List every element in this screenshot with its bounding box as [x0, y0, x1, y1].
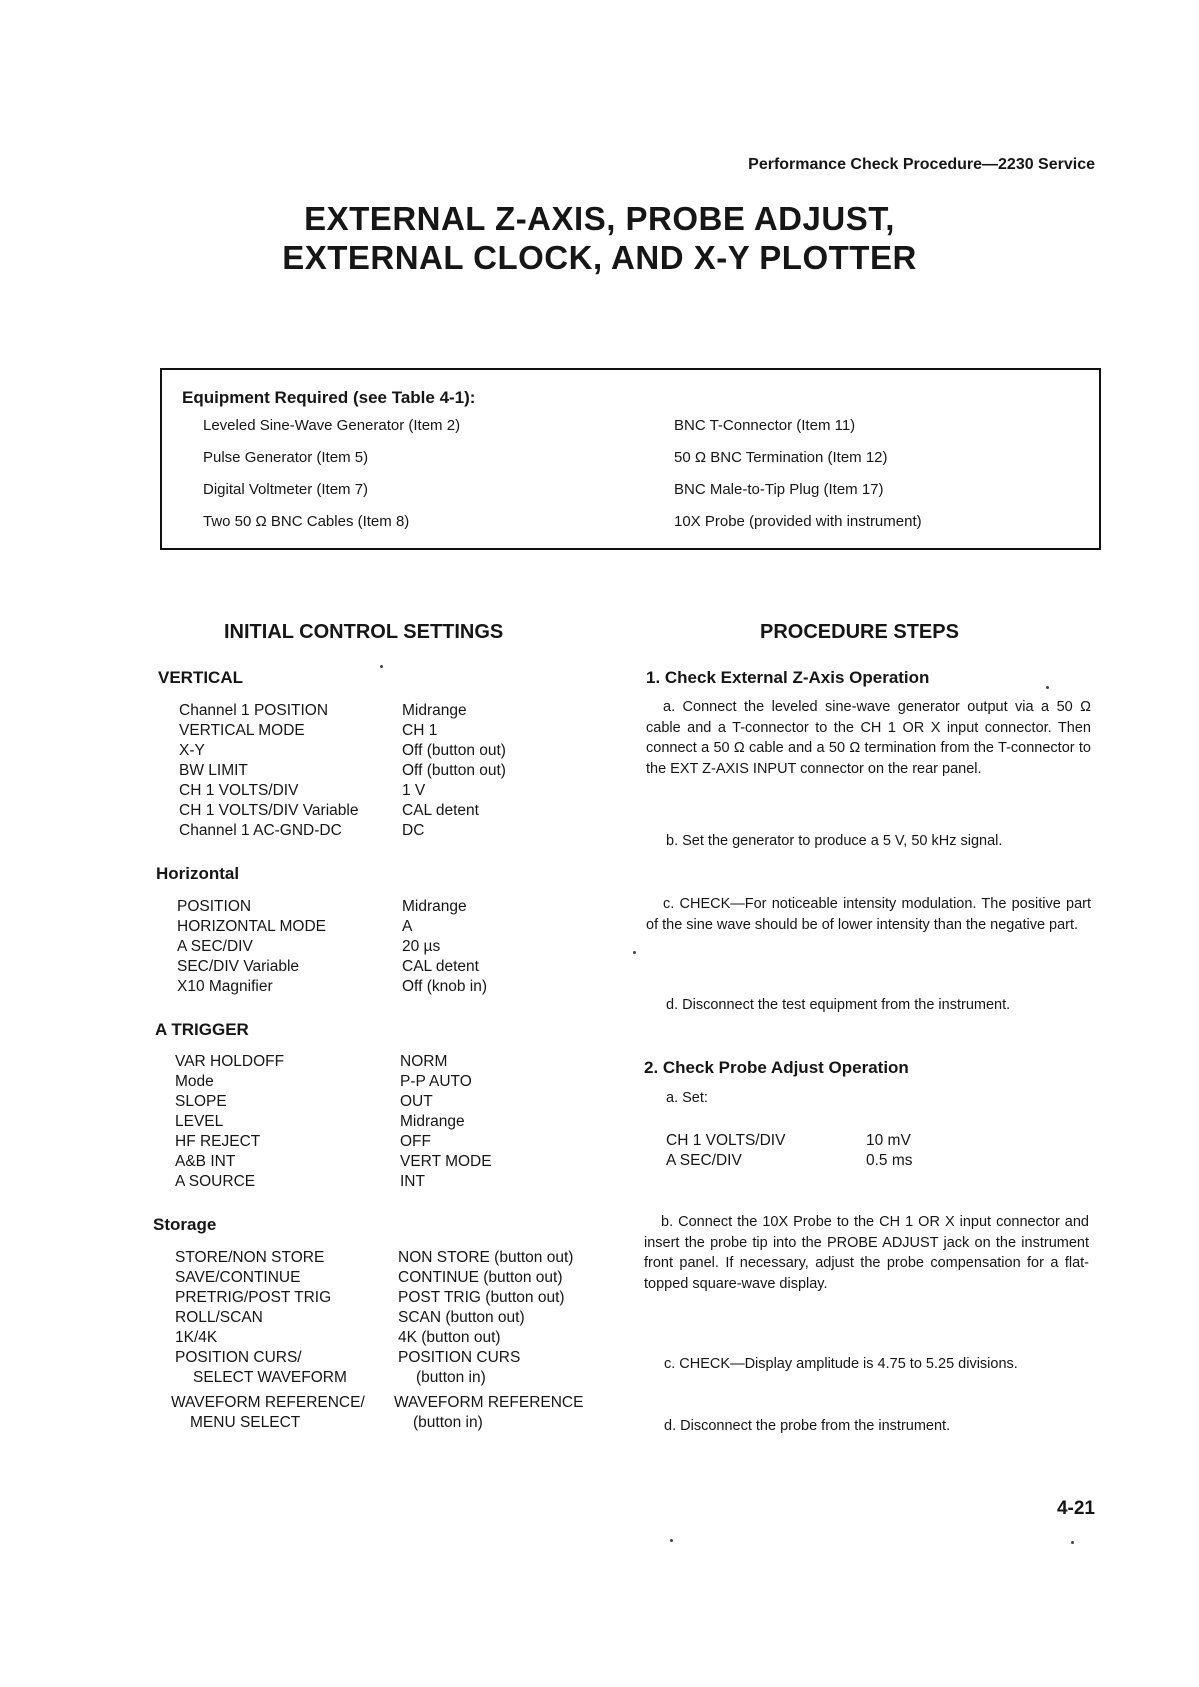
step-2c-text: c. CHECK—Display amplitude is 4.75 to 5.25 divisions. — [664, 1356, 1018, 1372]
scan-speck — [670, 1539, 673, 1542]
setting-value: VERT MODE — [400, 1153, 492, 1170]
step-2-setting-label: CH 1 VOLTS/DIV — [666, 1132, 786, 1149]
step-2d-text: d. Disconnect the probe from the instrument. — [664, 1418, 951, 1434]
setting-label: VERTICAL MODE — [179, 722, 305, 739]
equipment-item: 10X Probe (provided with instrument) — [674, 513, 922, 530]
setting-value: NON STORE (button out) — [398, 1249, 574, 1266]
page-title-line-2: EXTERNAL CLOCK, AND X-Y PLOTTER — [282, 239, 917, 276]
step-1c-text: c. CHECK—For noticeable intensity modulation. The positive part of the sine wave should be of lower intensity than the negative part. — [646, 896, 1091, 933]
setting-value: Midrange — [402, 898, 467, 915]
setting-value: CAL detent — [402, 802, 479, 819]
horizontal-heading: Horizontal — [156, 864, 240, 883]
setting-label: ROLL/SCAN — [175, 1309, 263, 1326]
setting-label: SEC/DIV Variable — [177, 958, 300, 975]
setting-label: X10 Magnifier — [177, 978, 273, 995]
setting-value: OUT — [400, 1093, 433, 1110]
step-2-heading: 2. Check Probe Adjust Operation — [644, 1058, 909, 1077]
equipment-item: Two 50 Ω BNC Cables (Item 8) — [203, 513, 410, 530]
setting-label: HF REJECT — [175, 1133, 261, 1150]
setting-value: (button in) — [413, 1414, 483, 1431]
setting-value: CH 1 — [402, 722, 438, 739]
a-trigger-heading: A TRIGGER — [155, 1020, 249, 1039]
setting-value: (button in) — [416, 1369, 486, 1386]
scan-speck — [380, 665, 383, 668]
setting-label: BW LIMIT — [179, 762, 248, 779]
setting-label: 1K/4K — [175, 1329, 218, 1346]
step-1-heading: 1. Check External Z-Axis Operation — [646, 668, 930, 687]
storage-heading: Storage — [153, 1215, 217, 1234]
setting-label: PRETRIG/POST TRIG — [175, 1289, 332, 1306]
setting-value: Off (button out) — [402, 762, 506, 779]
setting-value: CAL detent — [402, 958, 479, 975]
setting-value: 20 µs — [402, 938, 441, 955]
setting-label: HORIZONTAL MODE — [177, 918, 326, 935]
step-2-setting-value: 10 mV — [866, 1132, 911, 1149]
setting-label: A SEC/DIV — [177, 938, 253, 955]
setting-label: SAVE/CONTINUE — [175, 1269, 301, 1286]
page-title-line-1: EXTERNAL Z-AXIS, PROBE ADJUST, — [304, 200, 895, 237]
scan-speck — [633, 951, 636, 954]
setting-value: OFF — [400, 1133, 431, 1150]
setting-value: 1 V — [402, 782, 426, 799]
setting-value: CONTINUE (button out) — [398, 1269, 563, 1286]
setting-label: WAVEFORM REFERENCE/ — [171, 1394, 365, 1411]
setting-value: A — [402, 918, 413, 935]
setting-label: CH 1 VOLTS/DIV — [179, 782, 299, 799]
setting-value: P-P AUTO — [400, 1073, 472, 1090]
step-1d-text: d. Disconnect the test equipment from the instrument. — [666, 997, 1011, 1013]
setting-value: Midrange — [402, 702, 467, 719]
setting-label: SLOPE — [175, 1093, 227, 1110]
setting-value: Midrange — [400, 1113, 465, 1130]
equipment-item: BNC Male-to-Tip Plug (Item 17) — [674, 481, 884, 498]
step-2-setting-value: 0.5 ms — [866, 1152, 913, 1169]
equipment-item: Pulse Generator (Item 5) — [203, 449, 369, 466]
setting-value: INT — [400, 1173, 425, 1190]
procedure-heading: PROCEDURE STEPS — [760, 621, 959, 643]
setting-label: Mode — [175, 1073, 214, 1090]
setting-value: Off (knob in) — [402, 978, 488, 995]
page-number: 4-21 — [1056, 1498, 1095, 1519]
equipment-item: BNC T-Connector (Item 11) — [674, 417, 856, 434]
equipment-item: Digital Voltmeter (Item 7) — [203, 481, 369, 498]
setting-label: Channel 1 AC-GND-DC — [179, 822, 342, 839]
scan-speck — [1046, 686, 1049, 689]
initial-settings-heading: INITIAL CONTROL SETTINGS — [224, 621, 504, 643]
equipment-heading: Equipment Required (see Table 4-1): — [182, 388, 476, 407]
setting-value: 4K (button out) — [398, 1329, 501, 1346]
setting-label: POSITION CURS/ — [175, 1349, 302, 1366]
equipment-item: 50 Ω BNC Termination (Item 12) — [674, 449, 888, 466]
setting-label: A SOURCE — [175, 1173, 256, 1190]
setting-label: CH 1 VOLTS/DIV Variable — [179, 802, 359, 819]
equipment-item: Leveled Sine-Wave Generator (Item 2) — [203, 417, 461, 434]
setting-value: WAVEFORM REFERENCE — [394, 1394, 584, 1411]
step-2-setting-label: A SEC/DIV — [666, 1152, 742, 1169]
setting-label: STORE/NON STORE — [175, 1249, 325, 1266]
setting-value: NORM — [400, 1053, 448, 1070]
setting-value: POSITION CURS — [398, 1349, 521, 1366]
scan-speck — [1071, 1541, 1074, 1544]
setting-label: MENU SELECT — [190, 1414, 301, 1431]
step-1b-text: b. Set the generator to produce a 5 V, 50 kHz signal. — [666, 833, 1003, 849]
step-1a-text: a. Connect the leveled sine-wave generator output via a 50 Ω cable and a T-connector to the CH 1 OR X input connector. Then connect a 50 Ω cable and a 50 Ω termination from the T-connector to the EXT Z-AXIS INPUT connector on the rear panel. — [646, 699, 1091, 777]
setting-value: DC — [402, 822, 425, 839]
vertical-heading: VERTICAL — [158, 668, 243, 687]
step-2b-text: b. Connect the 10X Probe to the CH 1 OR X input connector and insert the probe tip into the PROBE ADJUST jack on the instrument front panel. If necessary, adjust the probe compensation for a flat-topped square-wave display. — [644, 1214, 1089, 1292]
setting-label: A&B INT — [175, 1153, 236, 1170]
running-head: Performance Check Procedure—2230 Service — [748, 156, 1095, 173]
setting-label: POSITION — [177, 898, 252, 915]
step-2a-text: a. Set: — [666, 1090, 708, 1106]
setting-label: X-Y — [179, 742, 205, 759]
setting-value: POST TRIG (button out) — [398, 1289, 565, 1306]
setting-label: VAR HOLDOFF — [175, 1053, 285, 1070]
setting-label: LEVEL — [175, 1113, 224, 1130]
setting-value: Off (button out) — [402, 742, 506, 759]
setting-value: SCAN (button out) — [398, 1309, 525, 1326]
setting-label: SELECT WAVEFORM — [193, 1369, 347, 1386]
setting-label: Channel 1 POSITION — [179, 702, 329, 719]
